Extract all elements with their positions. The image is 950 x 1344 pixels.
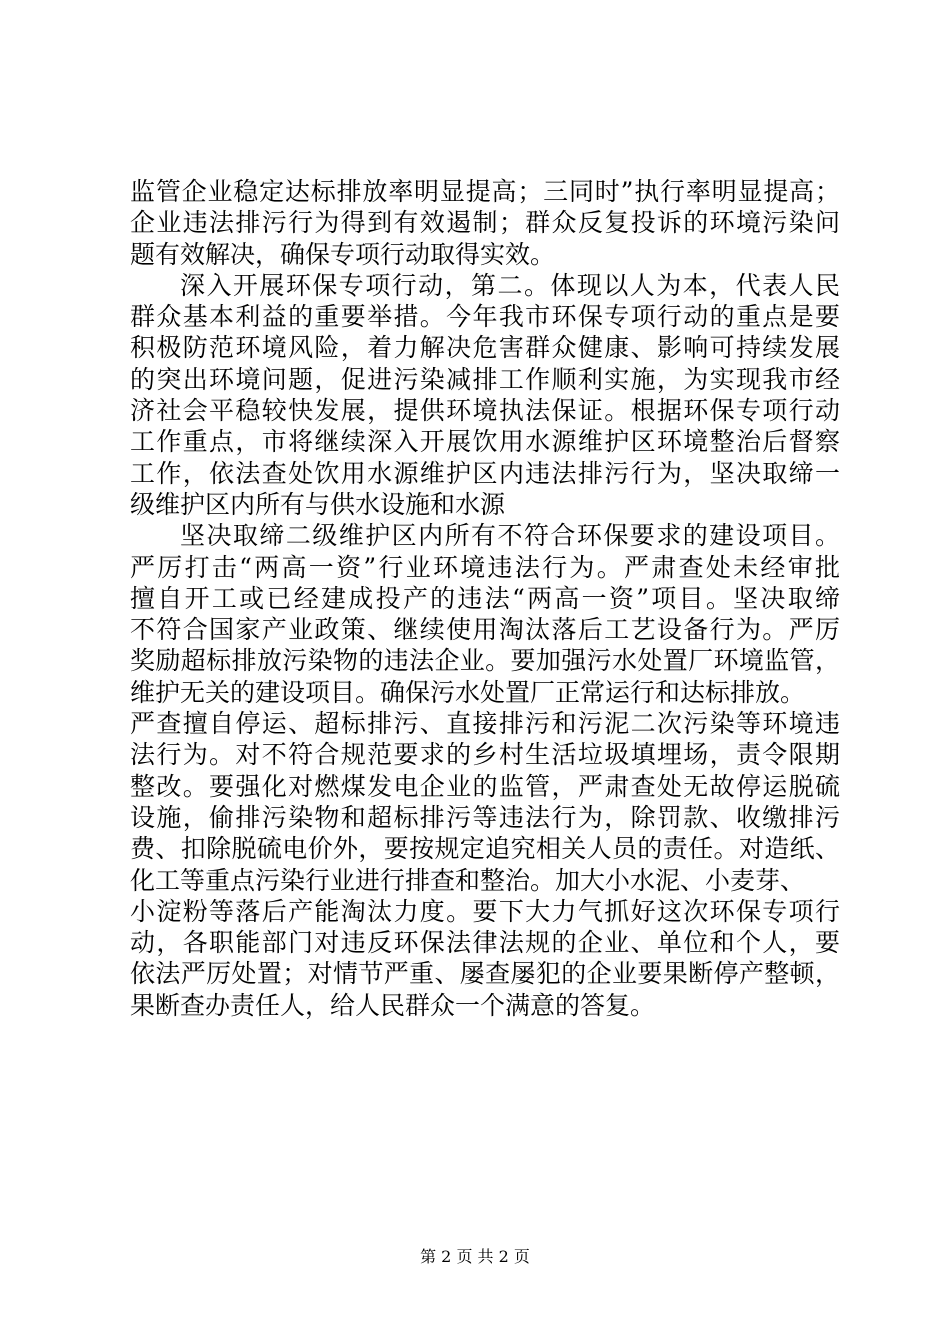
text-line: 动，各职能部门对违反环保法律法规的企业、单位和个人，要 (130, 928, 840, 958)
text-line: 监管企业稳定达标排放率明显提高；三同时”执行率明显提高； (130, 177, 840, 206)
text-line: 不符合国家产业政策、继续使用淘汰落后工艺设备行为。严厉 (130, 615, 840, 645)
text-line: 奖励超标排放污染物的违法企业。要加强污水处置厂环境监管， (130, 646, 840, 676)
text-line: 深入开展环保专项行动，第二。体现以人为本，代表人民 (180, 270, 840, 300)
text-line: 严查擅自停运、超标排污、直接排污和污泥二次污染等环境违 (130, 709, 840, 739)
document-body (130, 176, 840, 1021)
page-number: 第 2 页 共 2 页 (420, 1247, 530, 1266)
text-line: 济社会平稳较快发展，提供环境执法保证。根据环保专项行动 (130, 396, 840, 426)
text-line: 的突出环境问题，促进污染减排工作顺利实施，为实现我市经 (130, 364, 840, 394)
text-line: 费、扣除脱硫电价外，要按规定追究相关人员的责任。对造纸、 (130, 834, 840, 864)
text-line: 群众基本利益的重要举措。今年我市环保专项行动的重点是要 (130, 302, 840, 332)
text-line: 依法严厉处置；对情节严重、屡查屡犯的企业要果断停产整顿， (130, 959, 840, 989)
text-line: 工作，依法查处饮用水源维护区内违法排污行为，坚决取缔一 (130, 458, 840, 488)
text-line: 整改。要强化对燃煤发电企业的监管，严肃查处无故停运脱硫 (130, 771, 840, 801)
text-line: 工作重点，市将继续深入开展饮用水源维护区环境整治后督察 (130, 427, 840, 457)
text-line: 设施，偷排污染物和超标排污等违法行为，除罚款、收缴排污 (130, 802, 840, 832)
text-line: 法行为。对不符合规范要求的乡村生活垃圾填埋场，责令限期 (130, 740, 840, 770)
text-line: 小淀粉等落后产能淘汰力度。要下大力气抓好这次环保专项行 (130, 896, 840, 926)
text-line: 维护无关的建设项目。确保污水处置厂正常运行和达标排放。 (130, 677, 806, 707)
text-line: 化工等重点污染行业进行排查和整治。加大小水泥、小麦芽、 (130, 865, 806, 895)
text-line: 果断查办责任人，给人民群众一个满意的答复。 (130, 990, 656, 1020)
text-line: 严厉打击“两高一资”行业环境违法行为。严肃查处未经审批 (130, 552, 840, 582)
text-line: 积极防范环境风险，着力解决危害群众健康、影响可持续发展 (130, 333, 840, 363)
text-line: 擅自开工或已经建成投产的违法“两高一资”项目。坚决取缔 (130, 583, 840, 613)
text-line: 坚决取缔二级维护区内所有不符合环保要求的建设项目。 (180, 521, 840, 551)
text-line: 题有效解决，确保专项行动取得实效。 (130, 239, 556, 269)
text-line: 企业违法排污行为得到有效遏制；群众反复投诉的环境污染问 (130, 208, 840, 238)
page-footer (0, 1244, 950, 1267)
text-line: 级维护区内所有与供水设施和水源 (130, 489, 506, 519)
